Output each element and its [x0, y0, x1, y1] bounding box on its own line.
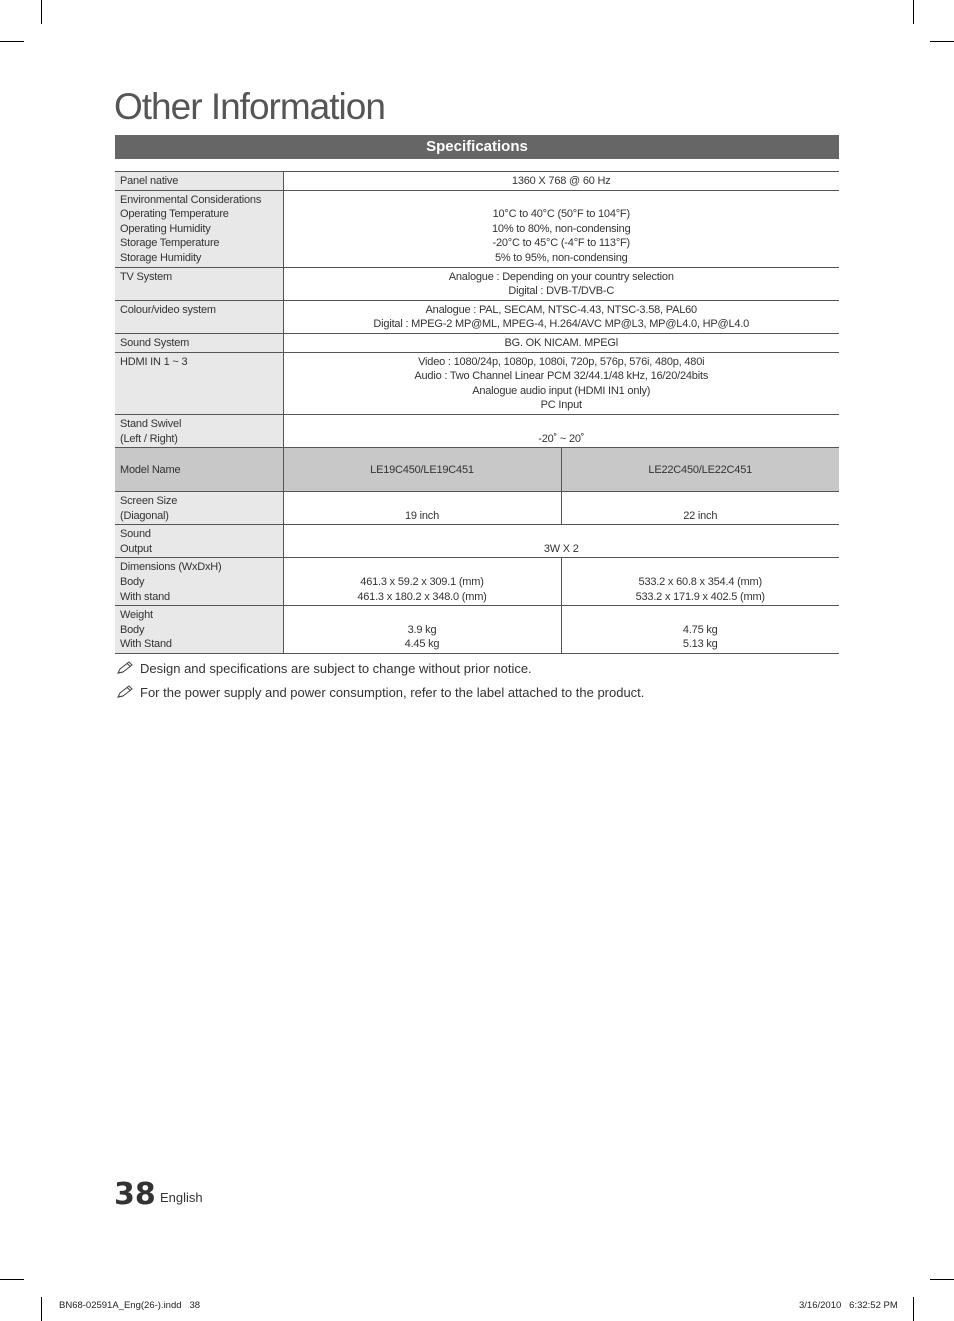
label-line: With Stand: [120, 638, 172, 651]
spec-value: -20˚ ~ 20˚: [283, 414, 839, 447]
value-line: 533.2 x 171.9 x 402.5 (mm): [635, 590, 765, 603]
slug-timestamp: 3/16/2010 6:32:52 PM: [799, 1300, 898, 1311]
value-line: Audio : Two Channel Linear PCM 32/44.1/48 kHz, 16/20/24bits: [414, 370, 709, 383]
spec-label: [115, 414, 283, 447]
specifications-table: [115, 171, 839, 654]
table-row-stand-swivel: [115, 414, 839, 447]
spec-label: Panel native: [115, 172, 283, 191]
spec-label: [115, 492, 283, 525]
value-line: PC Input: [540, 399, 582, 412]
value-line: -20°C to 45°C (-4°F to 113°F): [492, 237, 631, 250]
label-line: (Diagonal): [120, 509, 169, 522]
value-line: Analogue : PAL, SECAM, NTSC-4.43, NTSC-3.58, PAL60: [425, 303, 697, 316]
table-row-sound-output: [115, 525, 839, 558]
label-line: With stand: [120, 590, 170, 603]
model-2-name: LE22C450/LE22C451: [561, 448, 839, 492]
label-line: Operating Temperature: [120, 208, 229, 221]
label-line: Body: [120, 576, 145, 589]
table-row-sound-system: [115, 333, 839, 352]
section-title-bar: Specifications: [115, 135, 839, 159]
spec-value: 1360 X 768 @ 60 Hz: [283, 172, 839, 191]
value-line: 5% to 95%, non-condensing: [494, 251, 628, 264]
table-row-tv-system: [115, 267, 839, 300]
spec-label: Sound System: [115, 333, 283, 352]
crop-mark: [41, 0, 42, 24]
spec-value: [283, 352, 839, 414]
model-2-value: [561, 606, 839, 654]
table-row-dimensions: [115, 558, 839, 606]
value-line: Digital : MPEG-2 MP@ML, MPEG-4, H.264/AVC MP@L3, MP@L4.0, HP@L4.0: [373, 318, 750, 331]
label-line: Storage Humidity: [120, 251, 202, 264]
label-line: Sound: [120, 528, 151, 541]
pencil-icon: [116, 661, 134, 675]
label-line: Storage Temperature: [120, 237, 220, 250]
crop-mark: [0, 41, 24, 42]
spec-label: HDMI IN 1 ~ 3: [115, 352, 283, 414]
value-line: 461.3 x 59.2 x 309.1 (mm): [360, 576, 484, 589]
value-line: 533.2 x 60.8 x 354.4 (mm): [638, 576, 762, 589]
model-1-value: 19 inch: [283, 492, 561, 525]
value-line: 5.13 kg: [682, 638, 718, 651]
notes: [116, 656, 644, 704]
label-line: Operating Humidity: [120, 222, 211, 235]
value-line: Video : 1080/24p, 1080p, 1080i, 720p, 576p, 576i, 480p, 480i: [418, 355, 705, 368]
table-row-colour-system: [115, 300, 839, 333]
crop-mark: [41, 1297, 42, 1321]
crop-mark: [930, 1279, 954, 1280]
page-number: 38: [114, 1177, 156, 1212]
label-line: Environmental Considerations: [120, 193, 262, 206]
spec-label: [115, 190, 283, 267]
note-item: [116, 680, 644, 704]
value-line: Analogue : Depending on your country selection: [448, 270, 674, 283]
model-2-value: [561, 558, 839, 606]
pencil-icon: [116, 685, 134, 699]
spec-label: [115, 558, 283, 606]
model-1-value: [283, 606, 561, 654]
spec-value: [283, 190, 839, 267]
spec-label: Model Name: [115, 448, 283, 492]
table-row-model-name: [115, 448, 839, 492]
model-2-value: 22 inch: [561, 492, 839, 525]
spec-value: [283, 300, 839, 333]
spec-label: [115, 525, 283, 558]
label-line: Screen Size: [120, 495, 178, 508]
page-title: Other Information: [114, 86, 385, 127]
spec-label: TV System: [115, 267, 283, 300]
value-line: Digital : DVB-T/DVB-C: [508, 285, 615, 298]
crop-mark: [913, 0, 914, 24]
page-language: English: [160, 1190, 203, 1205]
label-line: Stand Swivel: [120, 417, 182, 430]
label-line: Output: [120, 542, 152, 555]
spec-label: [115, 606, 283, 654]
table-row-screen-size: [115, 492, 839, 525]
table-row-environment: [115, 190, 839, 267]
model-1-name: LE19C450/LE19C451: [283, 448, 561, 492]
spec-label: Colour/video system: [115, 300, 283, 333]
crop-mark: [0, 1279, 24, 1280]
crop-mark: [913, 1297, 914, 1321]
value-line: 10% to 80%, non-condensing: [491, 222, 631, 235]
label-line: (Left / Right): [120, 432, 178, 445]
model-1-value: [283, 558, 561, 606]
value-line: 4.75 kg: [682, 623, 718, 636]
spec-value: [283, 267, 839, 300]
label-line: Weight: [120, 609, 153, 622]
value-line: 4.45 kg: [404, 638, 440, 651]
table-row-hdmi: [115, 352, 839, 414]
value-line: 3.9 kg: [407, 623, 437, 636]
value-line: Analogue audio input (HDMI IN1 only): [472, 384, 651, 397]
spec-value: BG. OK NICAM. MPEGl: [283, 333, 839, 352]
label-line: Body: [120, 623, 145, 636]
label-line: Dimensions (WxDxH): [120, 561, 222, 574]
note-text: Design and specifications are subject to change without prior notice.: [140, 660, 532, 676]
spec-value: 3W X 2: [283, 525, 839, 558]
note-text: For the power supply and power consumption, refer to the label attached to the product.: [140, 684, 645, 700]
note-item: [116, 656, 644, 680]
table-row-panel-native: [115, 172, 839, 191]
crop-mark: [930, 41, 954, 42]
value-line: 10°C to 40°C (50°F to 104°F): [492, 208, 630, 221]
table-row-weight: [115, 606, 839, 654]
slug-filename: BN68-02591A_Eng(26-).indd 38: [59, 1300, 201, 1311]
value-line: 461.3 x 180.2 x 348.0 (mm): [357, 590, 487, 603]
